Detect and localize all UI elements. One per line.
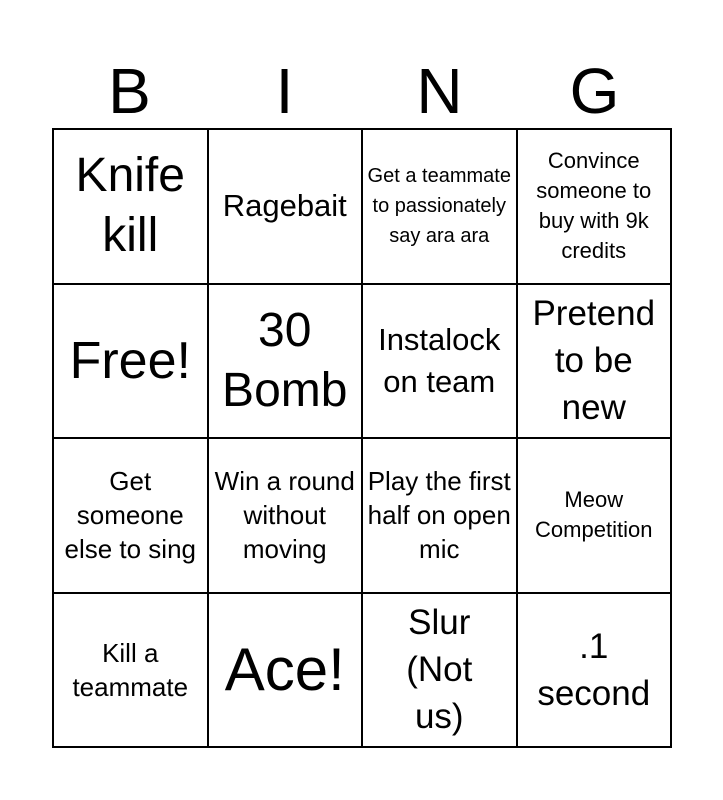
cell-text: Play the first half on open mic — [367, 466, 511, 565]
bingo-cell[interactable] — [209, 439, 364, 594]
bingo-cell[interactable] — [209, 285, 364, 440]
cell-text: Ace! — [224, 635, 345, 703]
bingo-cell[interactable] — [209, 130, 364, 285]
cell-text: Win a round without moving — [214, 466, 355, 565]
cell-text: Kill a teammate — [72, 637, 189, 702]
bingo-cell[interactable] — [518, 285, 673, 440]
bingo-cell[interactable] — [209, 594, 364, 749]
header-letter-i: I — [275, 55, 294, 127]
cell-text: Convince someone to buy with 9k credits — [536, 148, 652, 264]
header-letter-b: B — [108, 55, 151, 127]
bingo-grid — [52, 128, 672, 748]
header-letter-n: N — [416, 55, 463, 127]
cell-text: Slur (Not us) — [406, 603, 473, 737]
cell-text: Ragebait — [222, 188, 347, 224]
bingo-cell[interactable] — [518, 130, 673, 285]
bingo-cell[interactable] — [54, 130, 209, 285]
header-letter-g: G — [569, 55, 620, 127]
bingo-cell[interactable] — [518, 439, 673, 594]
cell-text: Get a teammate to passionately say ara ara — [367, 165, 511, 248]
bingo-cell[interactable] — [54, 594, 209, 749]
cell-text: Pretend to be new — [532, 294, 656, 428]
bingo-cell[interactable] — [363, 439, 518, 594]
cell-text: Meow Competition — [535, 487, 653, 543]
bingo-cell[interactable] — [363, 285, 518, 440]
cell-text: Get someone else to sing — [64, 466, 197, 565]
cell-text: Instalock on team — [378, 321, 501, 399]
bingo-cell[interactable] — [54, 285, 209, 440]
cell-text: Free! — [69, 331, 191, 390]
bingo-header — [52, 56, 672, 126]
bingo-cell[interactable] — [54, 439, 209, 594]
bingo-cell[interactable] — [518, 594, 673, 749]
bingo-cell[interactable] — [363, 130, 518, 285]
cell-text: 30 Bomb — [222, 303, 348, 417]
cell-text: Knife kill — [75, 149, 185, 263]
bingo-cell[interactable] — [363, 594, 518, 749]
cell-text: .1 second — [537, 626, 651, 713]
